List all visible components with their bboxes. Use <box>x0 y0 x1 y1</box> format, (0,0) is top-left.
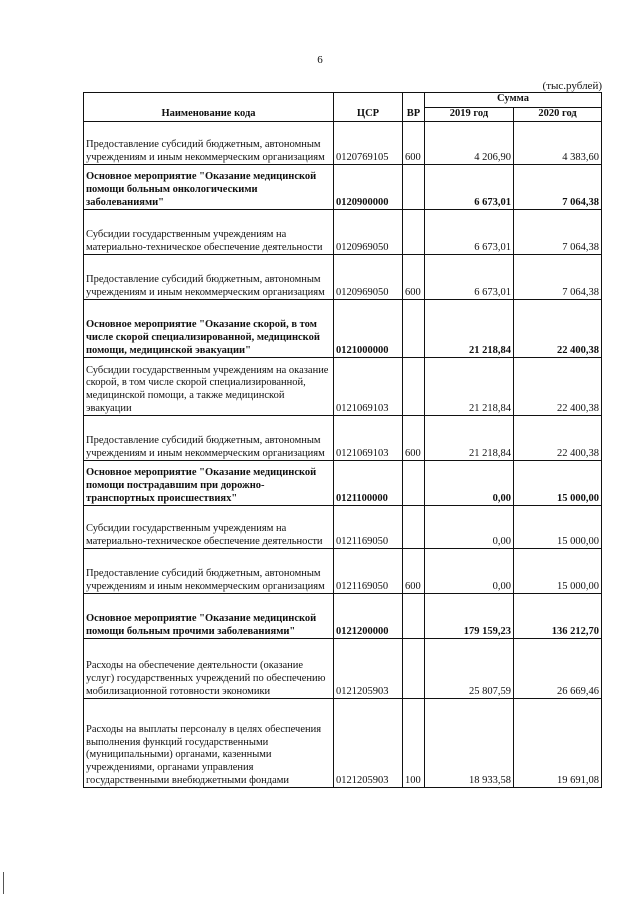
row-amount-2019: 0,00 <box>425 461 514 506</box>
row-name: Основное мероприятие "Оказание медицинской помощи больным прочими заболеваниями" <box>84 594 334 639</box>
row-amount-2020: 19 691,08 <box>514 699 602 788</box>
row-vr <box>403 210 425 255</box>
row-amount-2019: 18 933,58 <box>425 699 514 788</box>
row-name: Предоставление субсидий бюджетным, автономным учреждениям и иным некоммерческим организациям <box>84 416 334 461</box>
row-amount-2020: 7 064,38 <box>514 165 602 210</box>
row-csr: 0121205903 <box>334 639 403 699</box>
table-row <box>84 461 602 506</box>
row-vr <box>403 639 425 699</box>
row-amount-2019: 0,00 <box>425 506 514 549</box>
table-row <box>84 358 602 416</box>
row-name: Основное мероприятие "Оказание скорой, в том числе скорой специализированной, медицинской помощи, медицинской эвакуации" <box>84 300 334 358</box>
row-csr: 0121000000 <box>334 300 403 358</box>
row-amount-2020: 26 669,46 <box>514 639 602 699</box>
row-csr: 0121069103 <box>334 358 403 416</box>
table-row <box>84 416 602 461</box>
units-label: (тыс.рублей) <box>542 80 602 92</box>
table-row <box>84 300 602 358</box>
table-row <box>84 549 602 594</box>
budget-table <box>83 92 602 788</box>
row-csr: 0121169050 <box>334 506 403 549</box>
row-amount-2020: 15 000,00 <box>514 506 602 549</box>
row-csr: 0121200000 <box>334 594 403 639</box>
row-vr: 600 <box>403 549 425 594</box>
header-csr: ЦСР <box>334 93 403 122</box>
row-amount-2019: 179 159,23 <box>425 594 514 639</box>
header-year-2020: 2020 год <box>514 107 602 122</box>
table-row <box>84 165 602 210</box>
row-amount-2019: 21 218,84 <box>425 358 514 416</box>
row-csr: 0120769105 <box>334 122 403 165</box>
row-amount-2020: 7 064,38 <box>514 255 602 300</box>
row-name: Основное мероприятие "Оказание медицинской помощи больным онкологическими заболеваниями" <box>84 165 334 210</box>
row-vr: 100 <box>403 699 425 788</box>
row-name: Субсидии государственным учреждениям на материально-техническое обеспечение деятельности <box>84 506 334 549</box>
row-amount-2020: 4 383,60 <box>514 122 602 165</box>
row-csr: 0121169050 <box>334 549 403 594</box>
row-name: Предоставление субсидий бюджетным, автономным учреждениям и иным некоммерческим организациям <box>84 122 334 165</box>
row-amount-2020: 22 400,38 <box>514 416 602 461</box>
row-amount-2019: 6 673,01 <box>425 210 514 255</box>
row-vr: 600 <box>403 416 425 461</box>
row-amount-2019: 21 218,84 <box>425 416 514 461</box>
table-row <box>84 122 602 165</box>
table-row <box>84 639 602 699</box>
row-amount-2020: 22 400,38 <box>514 300 602 358</box>
row-vr <box>403 506 425 549</box>
row-csr: 0121100000 <box>334 461 403 506</box>
scan-mark <box>3 872 4 894</box>
header-vr: ВР <box>403 93 425 122</box>
row-amount-2019: 25 807,59 <box>425 639 514 699</box>
row-vr <box>403 300 425 358</box>
row-csr: 0121205903 <box>334 699 403 788</box>
row-name: Предоставление субсидий бюджетным, автономным учреждениям и иным некоммерческим организациям <box>84 255 334 300</box>
table-row <box>84 506 602 549</box>
header-name: Наименование кода <box>84 93 334 122</box>
row-name: Предоставление субсидий бюджетным, автономным учреждениям и иным некоммерческим организациям <box>84 549 334 594</box>
row-amount-2020: 136 212,70 <box>514 594 602 639</box>
table-row <box>84 255 602 300</box>
row-vr <box>403 461 425 506</box>
row-csr: 0120900000 <box>334 165 403 210</box>
row-vr <box>403 165 425 210</box>
row-csr: 0120969050 <box>334 255 403 300</box>
row-vr <box>403 594 425 639</box>
table-row <box>84 210 602 255</box>
row-amount-2019: 6 673,01 <box>425 255 514 300</box>
row-vr <box>403 358 425 416</box>
row-amount-2020: 15 000,00 <box>514 461 602 506</box>
row-amount-2020: 22 400,38 <box>514 358 602 416</box>
row-name: Расходы на обеспечение деятельности (оказание услуг) государственных учреждений по обеспечению мобилизационной готовности экономики <box>84 639 334 699</box>
table-row <box>84 699 602 788</box>
row-amount-2020: 7 064,38 <box>514 210 602 255</box>
row-amount-2019: 0,00 <box>425 549 514 594</box>
row-vr: 600 <box>403 255 425 300</box>
row-csr: 0120969050 <box>334 210 403 255</box>
header-sum: Сумма <box>425 93 602 108</box>
header-year-2019: 2019 год <box>425 107 514 122</box>
row-name: Основное мероприятие "Оказание медицинской помощи пострадавшим при дорожно-транспортных происшествиях" <box>84 461 334 506</box>
row-vr: 600 <box>403 122 425 165</box>
page-number: 6 <box>317 54 323 66</box>
row-name: Расходы на выплаты персоналу в целях обеспечения выполнения функций государственными (муниципальными) органами, казенными учреждениями, органами управления государственными внебюджетными фондами <box>84 699 334 788</box>
row-amount-2020: 15 000,00 <box>514 549 602 594</box>
row-name: Субсидии государственным учреждениям на материально-техническое обеспечение деятельности <box>84 210 334 255</box>
table-row <box>84 594 602 639</box>
row-amount-2019: 6 673,01 <box>425 165 514 210</box>
row-csr: 0121069103 <box>334 416 403 461</box>
row-name: Субсидии государственным учреждениям на оказание скорой, в том числе скорой специализированной, медицинской помощи, а также медицинской эвакуации <box>84 358 334 416</box>
row-amount-2019: 21 218,84 <box>425 300 514 358</box>
row-amount-2019: 4 206,90 <box>425 122 514 165</box>
